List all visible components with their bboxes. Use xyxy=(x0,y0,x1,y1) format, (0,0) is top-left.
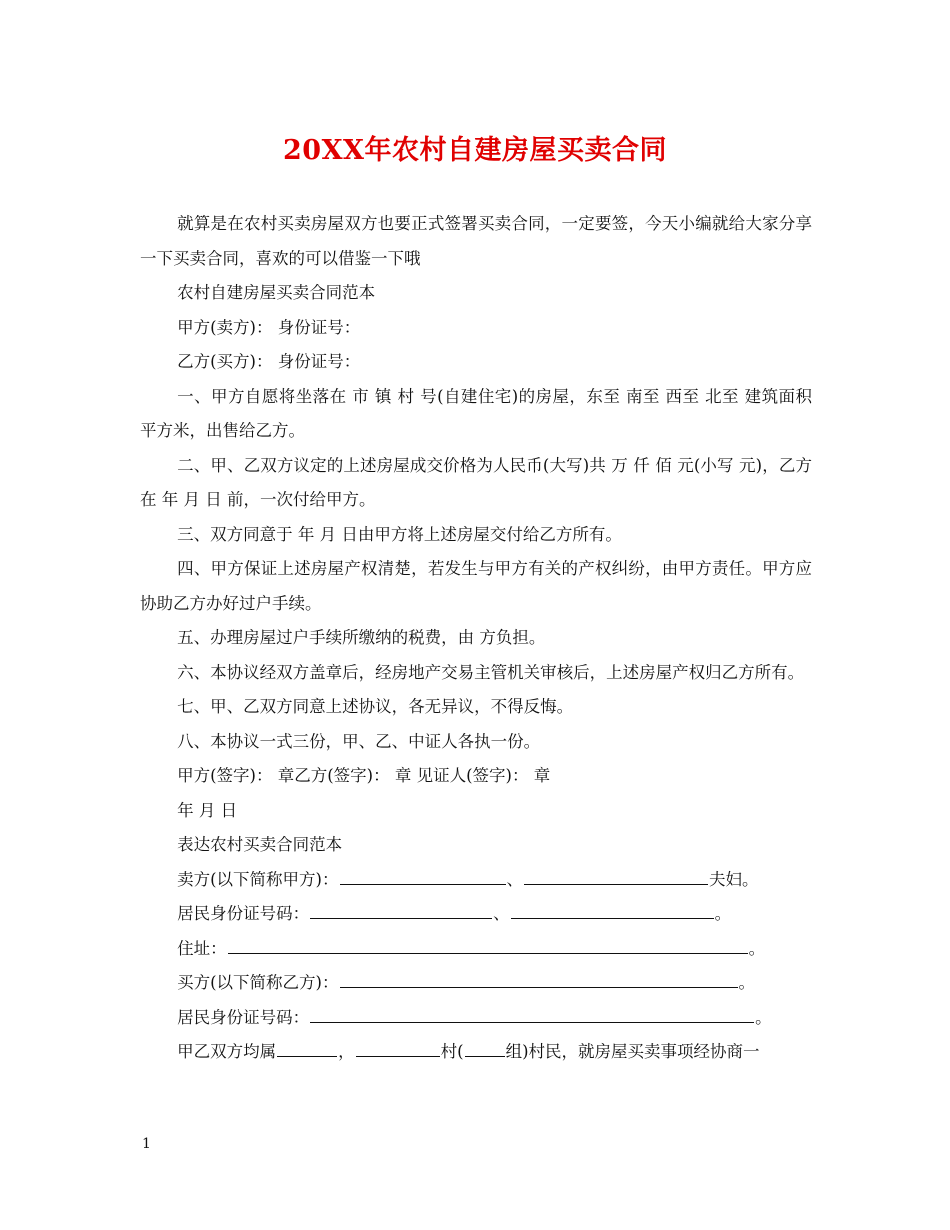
document-body xyxy=(140,207,812,1070)
address-blank xyxy=(228,935,748,953)
seller-label: 卖方(以下简称甲方)： xyxy=(177,869,339,889)
seller-id-separator: 、 xyxy=(493,904,510,923)
seller-separator: 、 xyxy=(506,869,523,889)
buyer-id-suffix: 。 xyxy=(755,1007,772,1027)
township-blank xyxy=(277,1039,337,1057)
seller-id-label: 居民身份证号码： xyxy=(177,904,310,923)
section1-heading: 农村自建房屋买卖合同范本 xyxy=(177,283,376,302)
last-line-group: 组)村民，就房屋买卖事项经协商一 xyxy=(505,1042,760,1061)
seller-id-line xyxy=(140,897,812,932)
group-blank xyxy=(465,1039,505,1057)
section2-heading: 表达农村买卖合同范本 xyxy=(177,835,343,854)
seller-suffix: 夫妇。 xyxy=(709,869,759,889)
page-number: 1 xyxy=(142,1136,151,1152)
clause-2: 二、甲、乙双方议定的上述房屋成交价格为人民币(大写)共 万 仟 佰 元(小写 元)，乙方在 年 月 日 前，一次付给甲方。 xyxy=(140,455,812,509)
signature-line: 甲方(签字)： 章乙方(签字)： 章 见证人(签字)： 章 xyxy=(177,766,551,785)
last-line-prefix: 甲乙双方均属 xyxy=(177,1042,277,1061)
seller-id-suffix: 。 xyxy=(714,904,732,923)
clause-5: 五、办理房屋过户手续所缴纳的税费，由 方负担。 xyxy=(177,628,546,647)
last-line-comma: ， xyxy=(338,1042,355,1061)
buyer-id-blank xyxy=(310,1004,754,1022)
document-title: 20XX年农村自建房屋买卖合同 xyxy=(283,135,667,166)
clause-4: 四、甲方保证上述房屋产权清楚，若发生与甲方有关的产权纠纷，由甲方责任。甲方应协助乙方办好过户手续。 xyxy=(140,559,812,613)
clause-3: 三、双方同意于 年 月 日由甲方将上述房屋交付给乙方所有。 xyxy=(177,524,622,544)
seller-line xyxy=(140,863,812,898)
party-b-line: 乙方(买方)： 身份证号： xyxy=(177,352,361,371)
buyer-suffix: 。 xyxy=(738,973,755,992)
buyer-line xyxy=(140,966,812,1001)
buyer-label: 买方(以下简称乙方)： xyxy=(177,973,339,992)
address-line xyxy=(140,932,812,967)
buyer-blank xyxy=(340,970,738,988)
village-blank xyxy=(356,1039,440,1057)
seller-id-blank-1 xyxy=(310,901,492,919)
intro-paragraph: 就算是在农村买卖房屋双方也要正式签署买卖合同，一定要签，今天小编就给大家分享一下买卖合同，喜欢的可以借鉴一下哦 xyxy=(140,214,812,268)
last-line-village: 村( xyxy=(440,1042,464,1061)
seller-name-blank-1 xyxy=(340,866,506,884)
seller-name-blank-2 xyxy=(524,866,708,884)
address-label: 住址： xyxy=(177,938,227,958)
party-a-line: 甲方(卖方)： 身份证号： xyxy=(177,317,361,337)
address-suffix: 。 xyxy=(748,938,766,958)
seller-id-blank-2 xyxy=(511,901,714,919)
clause-8: 八、本协议一式三份，甲、乙、中证人各执一份。 xyxy=(177,731,541,751)
last-line xyxy=(140,1035,812,1070)
buyer-id-line xyxy=(140,1001,812,1036)
buyer-id-label: 居民身份证号码： xyxy=(177,1007,310,1027)
clause-7: 七、甲、乙双方同意上述协议，各无异议，不得反悔。 xyxy=(177,697,574,716)
date-line: 年 月 日 xyxy=(177,800,238,820)
clause-1: 一、甲方自愿将坐落在 市 镇 村 号(自建住宅)的房屋，东至 南至 西至 北至 建筑面积 平方米，出售给乙方。 xyxy=(140,386,812,440)
clause-6: 六、本协议经双方盖章后，经房地产交易主管机关审核后，上述房屋产权归乙方所有。 xyxy=(177,662,805,682)
